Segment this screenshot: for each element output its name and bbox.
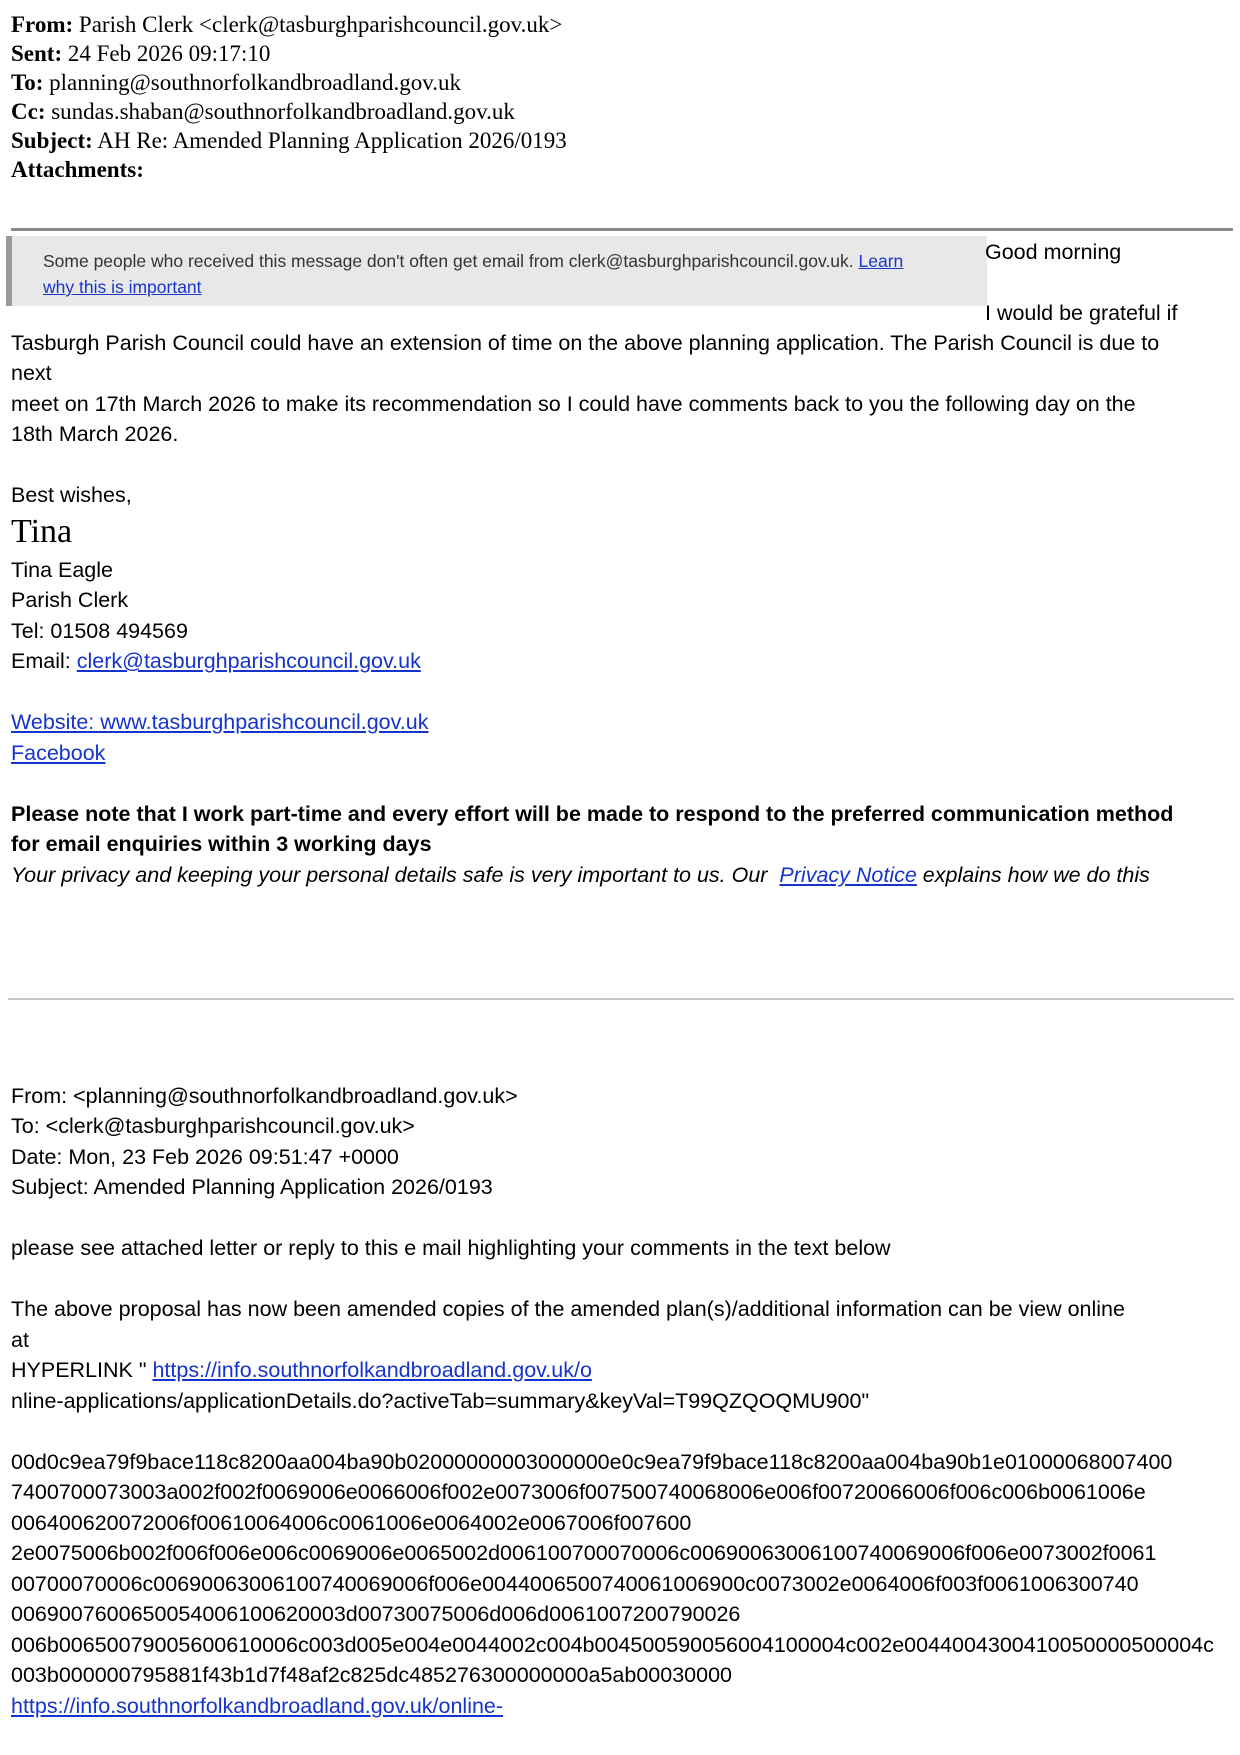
hex-line: 00700070006c00690063006100740069006f006e0044006500740061006900c0073002e0064006f003f0061006300740: [11, 1572, 1139, 1596]
hyperlink-prefix: HYPERLINK ": [11, 1358, 153, 1382]
learn-link-part2: why this is important: [43, 277, 202, 297]
privacy-before: Your privacy and keeping your personal details safe is very important to us. Our: [11, 863, 780, 887]
note-line-1: Please note that I work part-time and every effort will be made to respond to the preferred communication method: [11, 802, 1174, 826]
website-row: [11, 707, 428, 738]
signature-tel: Tel: 01508 494569: [11, 619, 188, 643]
sent-row: [11, 39, 567, 68]
para-line-4: meet on 17th March 2026 to make its recommendation so I could have comments back to you the following day on the: [11, 392, 1136, 416]
hex-line: 0069007600650054006100620003d00730075006d006d0061007200790026: [11, 1602, 741, 1626]
from-value: Parish Clerk <clerk@tasburghparishcouncil.gov.uk>: [78, 12, 563, 37]
sent-label: Sent:: [11, 41, 63, 66]
to-label: To:: [11, 70, 44, 95]
privacy-row: [11, 860, 1150, 891]
warning-text: Some people who received this message don't often get email from clerk@tasburghparishcouncil.gov.uk.: [43, 251, 854, 271]
cc-label: Cc:: [11, 99, 46, 124]
email-label: Email:: [11, 649, 77, 673]
signature-role: Parish Clerk: [11, 588, 129, 612]
attachments-label: Attachments:: [11, 157, 144, 182]
hex-line: 006400620072006f00610064006c0061006e0064002e0067006f007600: [11, 1511, 692, 1535]
sent-value: 24 Feb 2026 09:17:10: [67, 41, 271, 66]
email-link[interactable]: clerk@tasburghparishcouncil.gov.uk: [76, 649, 421, 673]
facebook-row: [11, 738, 105, 769]
subject-value: AH Re: Amended Planning Application 2026/0193: [97, 128, 567, 153]
hex-line: 003b000000795881f43b1d7f48af2c825dc485276300000000a5ab00030000: [11, 1663, 732, 1687]
orig-to: To: <clerk@tasburghparishcouncil.gov.uk>: [11, 1114, 415, 1138]
closing: Best wishes,: [11, 483, 132, 507]
signature-full-name: Tina Eagle: [11, 558, 113, 582]
proposal-line-2: at: [11, 1328, 29, 1352]
website-link[interactable]: Website: www.tasburghparishcouncil.gov.uk: [11, 710, 429, 734]
privacy-notice-link[interactable]: Privacy Notice: [779, 863, 917, 887]
orig-intro: please see attached letter or reply to this e mail highlighting your comments in the text below: [11, 1236, 891, 1260]
quoted-divider: [8, 998, 1234, 1000]
bottom-link-row: [11, 1691, 503, 1722]
bottom-link[interactable]: https://info.southnorfolkandbroadland.gov.uk/online-: [11, 1694, 504, 1718]
privacy-after: explains how we do this: [916, 863, 1150, 887]
proposal-line-1: The above proposal has now been amended copies of the amended plan(s)/additional information can be view online: [11, 1297, 1125, 1321]
para-line-1: I would be grateful if: [985, 301, 1178, 325]
orig-date: Date: Mon, 23 Feb 2026 09:51:47 +0000: [11, 1145, 399, 1169]
cc-row: [11, 97, 567, 126]
hyperlink-row: [11, 1355, 592, 1386]
to-row: [11, 68, 567, 97]
to-value: planning@southnorfolkandbroadland.gov.uk: [49, 70, 462, 95]
from-row: [11, 10, 567, 39]
external-sender-warning: [6, 236, 987, 306]
para-line-5: 18th March 2026.: [11, 422, 179, 446]
hex-line: 7400700073003a002f002f0069006e0066006f002e0073006f007500740068006e006f00720066006f006c006b0061006e: [11, 1480, 1146, 1504]
facebook-link[interactable]: Facebook: [11, 741, 106, 765]
hex-line: 006b00650079005600610006c003d005e004e0044002c004b004500590056004100004c002e0044004300410050000500004c: [11, 1633, 1214, 1657]
hyperlink-url[interactable]: https://info.southnorfolkandbroadland.gov.uk/o: [152, 1358, 592, 1382]
orig-from: From: <planning@southnorfolkandbroadland.gov.uk>: [11, 1084, 518, 1108]
subject-row: [11, 126, 567, 155]
hyperlink-rest: nline-applications/applicationDetails.do?activeTab=summary&keyVal=T99QZQOQMU900": [11, 1389, 870, 1413]
learn-link-part1: Learn: [858, 251, 904, 271]
para-line-3: next: [11, 361, 52, 385]
note-line-2: for email enquiries within 3 working days: [11, 832, 432, 856]
orig-subject: Subject: Amended Planning Application 2026/0193: [11, 1175, 493, 1199]
email-header: [11, 10, 567, 184]
cc-value: sundas.shaban@southnorfolkandbroadland.gov.uk: [51, 99, 515, 124]
attachments-row: [11, 155, 567, 184]
greeting: Good morning: [985, 240, 1122, 264]
para-line-2: Tasburgh Parish Council could have an extension of time on the above planning application. The Parish Council is due to: [11, 331, 1160, 355]
hex-line: 00d0c9ea79f9bace118c8200aa004ba90b02000000003000000e0c9ea79f9bace118c8200aa004ba90b1e01000068007400: [11, 1450, 1173, 1474]
from-label: From:: [11, 12, 74, 37]
signature-script-name: Tina: [11, 513, 73, 550]
signature-email-row: [11, 646, 421, 677]
hex-line: 2e0075006b002f006f006e006c0069006e0065002d006100700070006c00690063006100740069006f006e0073002f0061: [11, 1541, 1157, 1565]
subject-label: Subject:: [11, 128, 93, 153]
header-divider: [11, 228, 1233, 231]
